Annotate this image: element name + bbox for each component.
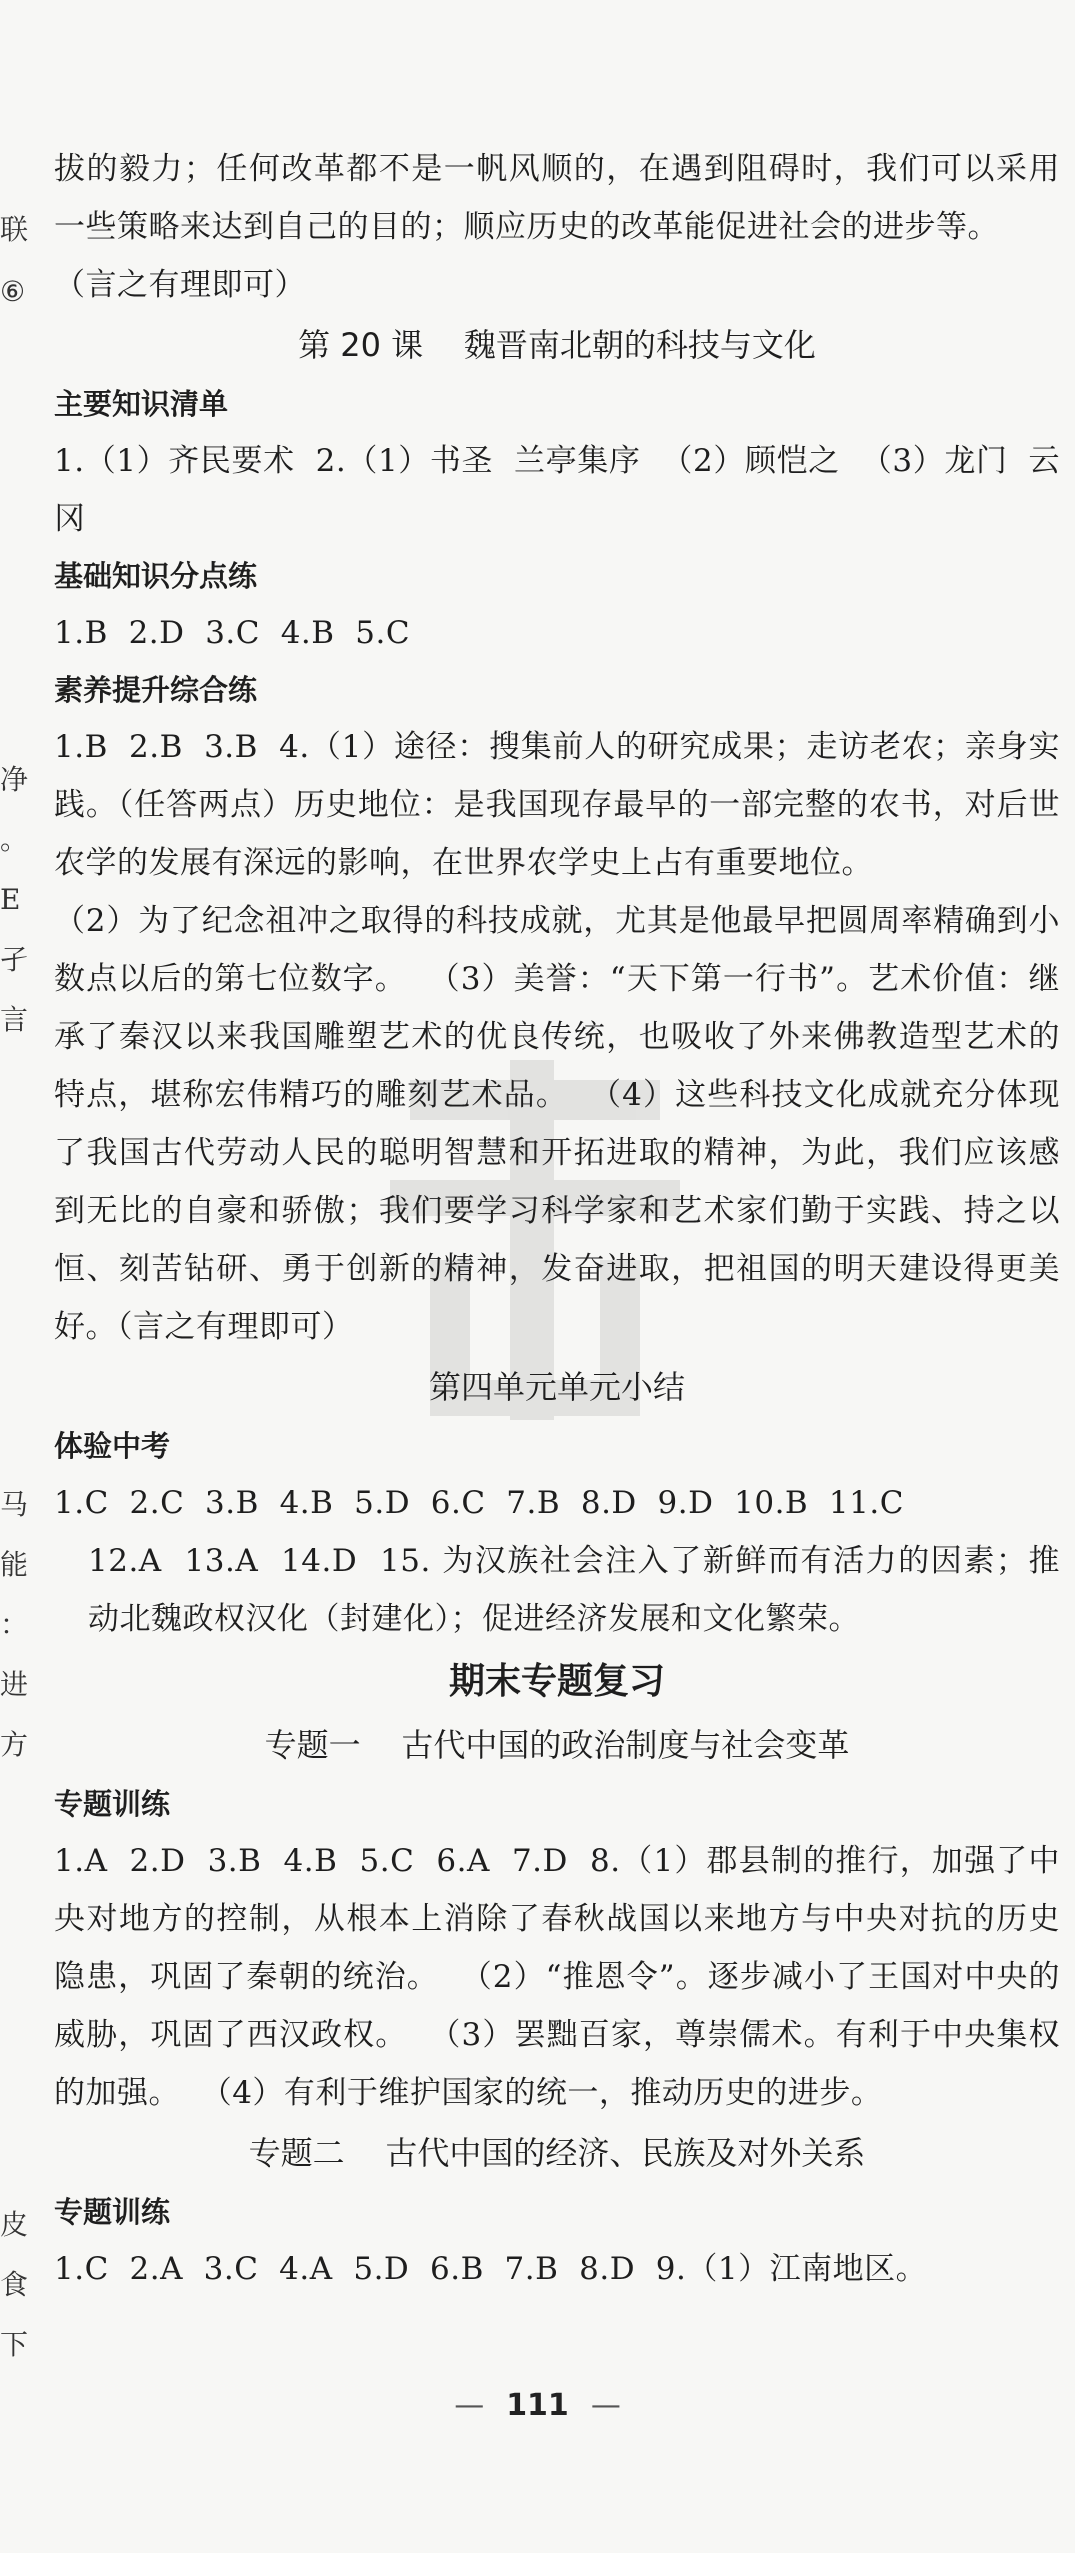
topic-2-title: 专题二 古代中国的经济、民族及对外关系 (248, 2134, 866, 2172)
comprehensive-answers-part2: （2）为了纪念祖冲之取得的科技成就，尤其是他最早把圆周率精确到小数点以后的第七位数字。 （3）美誉：“天下第一行书”。艺术价值：继承了秦汉以来我国雕塑艺术的优良传统，也吸收了外来佛教造型艺术的特点，堪称宏伟精巧的雕刻艺术品。 （4）这些科技文化成就充分体现了我国古代劳动人民的聪明智慧和开拓进取的精神，为此，我们应该感到无比的自豪和骄傲；我们要学习科学家和艺术家们勤于实践、持之以恒、刻苦钻研、勇于创新的精神，发奋进取，把祖国的明天建设得更美好。（言之有理即可） (54, 903, 1060, 1345)
edge-fragment: 净 (0, 763, 29, 796)
exam-answers-part1: 1.C 2.C 3.B 4.B 5.D 6.C 7.B 8.D 9.D 10.B 11.C (54, 1485, 904, 1521)
lesson-20-title: 第 20 课 魏晋南北朝的科技与文化 (298, 326, 816, 364)
intro-answer: 拔的毅力；任何改革都不是一帆风顺的，在遇到阻碍时，我们可以采用一些策略来达到自己的目的；顺应历史的改革能促进社会的进步等。 (54, 151, 1060, 245)
unit-4-summary-title: 第四单元单元小结 (428, 1368, 685, 1406)
topic-1-title: 专题一 古代中国的政治制度与社会变革 (264, 1726, 850, 1764)
topic-2-training-heading: 专题训练 (54, 2195, 171, 2229)
topic-1-training-heading: 专题训练 (54, 1787, 171, 1821)
intro-note: （言之有理即可） (54, 267, 306, 303)
edge-fragment: 马 (0, 1488, 29, 1521)
edge-fragment: 进 (0, 1668, 29, 1701)
edge-fragment: 方 (0, 1728, 29, 1761)
page-number-value: 111 (506, 2388, 569, 2423)
edge-fragment: E (0, 883, 21, 916)
topic-1-answers: 1.A 2.D 3.B 4.B 5.C 6.A 7.D 8.（1）郡县制的推行，加强了中央对地方的控制，从根本上消除了春秋战国以来地方与中央对抗的历史隐患，巩固了秦朝的统治。 （2）“推恩令”。逐步减小了王国对中央的威胁，巩固了西汉政权。 （3）罢黜百家，尊崇儒术。有利于中央集权的加强。 （4）有利于维护国家的统一，推动历史的进步。 (54, 1843, 1060, 2111)
edge-fragment: 言 (0, 1003, 29, 1036)
edge-fragment: 。 (0, 823, 29, 856)
exam-answers-part2: 12.A 13.A 14.D 15. 为汉族社会注入了新鲜而有活力的因素；推动北魏政权汉化（封建化）；促进经济发展和文化繁荣。 (88, 1543, 1060, 1637)
comprehensive-answers-part1: 1.B 2.B 3.B 4.（1）途径：搜集前人的研究成果；走访老农；亲身实践。（任答两点）历史地位：是我国现存最早的一部完整的农书，对后世农学的发展有深远的影响，在世界农学史上占有重要地位。 (54, 729, 1060, 881)
edge-fragment: 能 (0, 1548, 29, 1581)
edge-fragment: ⑥ (0, 275, 26, 308)
edge-fragment: 下 (0, 2328, 29, 2361)
basic-practice-heading: 基础知识分点练 (54, 559, 258, 593)
exam-experience-heading: 体验中考 (54, 1429, 171, 1463)
edge-fragment: 皮 (0, 2208, 29, 2241)
page-number: — 111 — (454, 2388, 621, 2423)
edge-fragment: 联 (0, 213, 29, 246)
knowledge-list-heading: 主要知识清单 (54, 387, 229, 421)
final-review-title: 期末专题复习 (448, 1661, 665, 1702)
comprehensive-practice-heading: 素养提升综合练 (54, 673, 258, 707)
edge-fragment: ： (0, 1608, 29, 1641)
topic-2-answers: 1.C 2.A 3.C 4.A 5.D 6.B 7.B 8.D 9.（1）江南地区。 (54, 2251, 928, 2287)
edge-fragment: 孑 (0, 943, 29, 976)
knowledge-list-answers: 1.（1）齐民要术 2.（1）书圣 兰亭集序 （2）顾恺之 （3）龙门 云冈 (54, 443, 1060, 537)
page-content (54, 140, 1060, 2298)
basic-practice-answers: 1.B 2.D 3.C 4.B 5.C (54, 615, 411, 651)
edge-fragment: 食 (0, 2268, 29, 2301)
